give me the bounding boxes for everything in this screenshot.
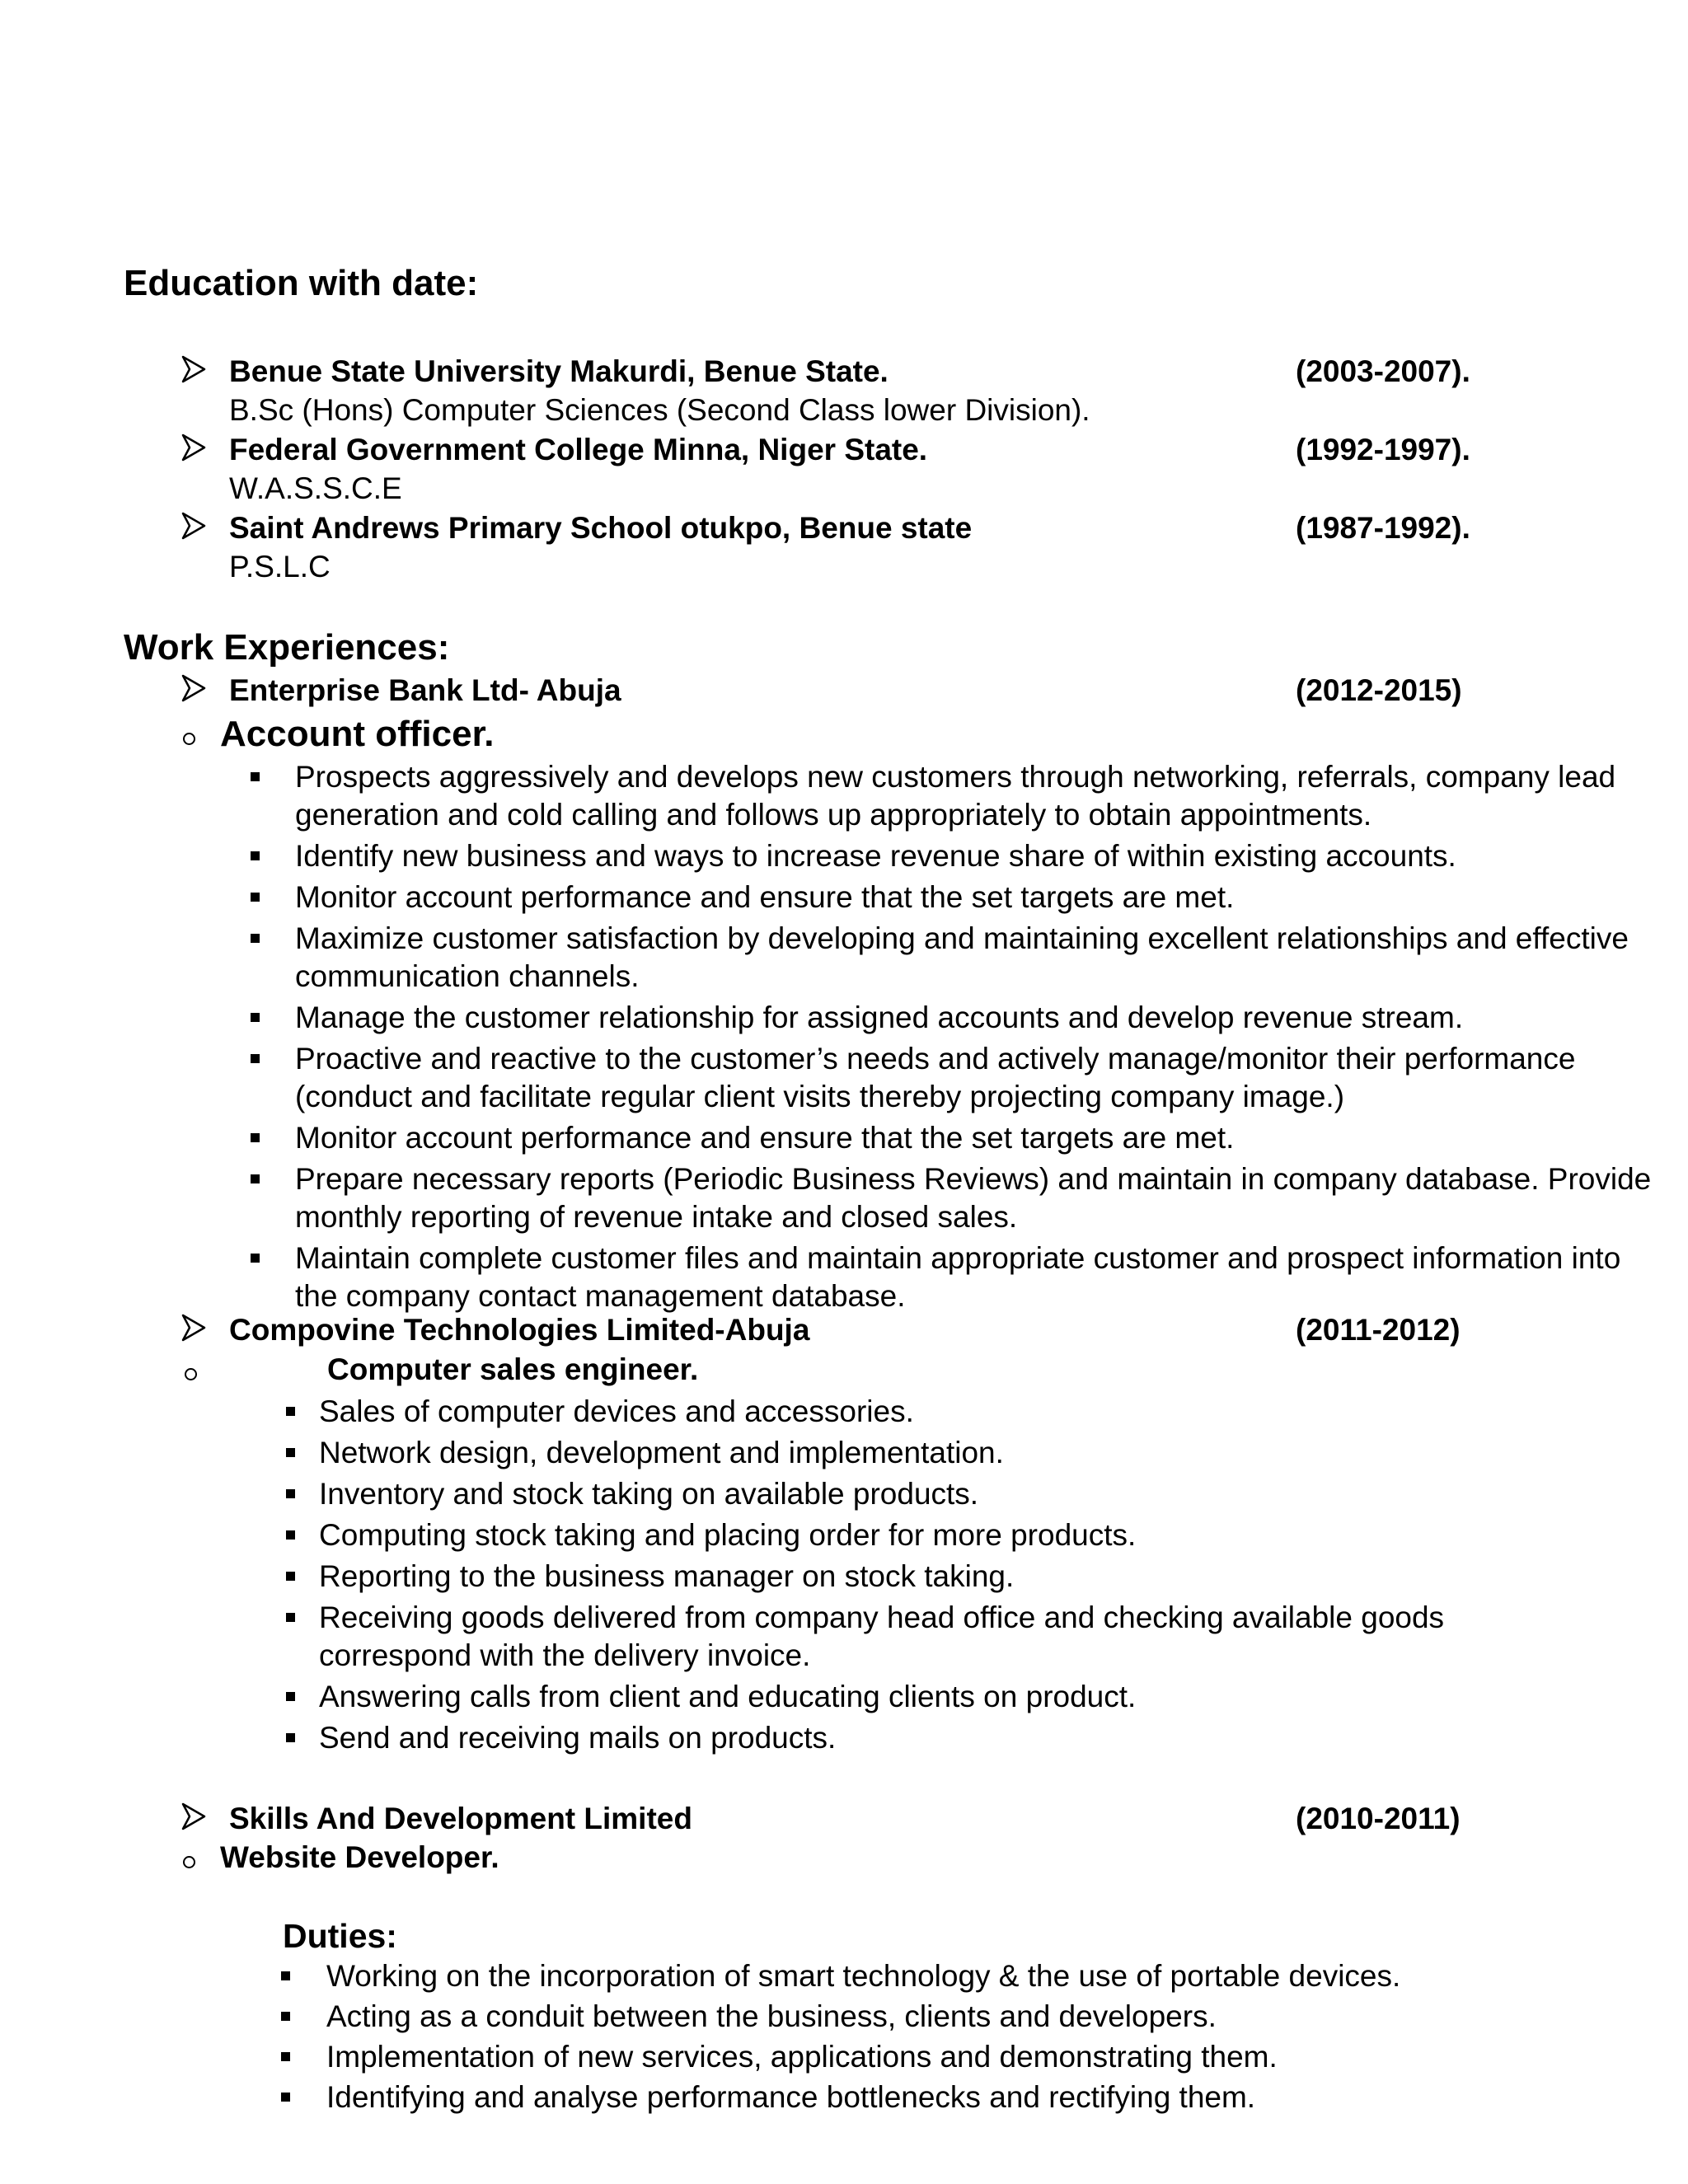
list-item: Identify new business and ways to increase revenue share of within existing accounts.: [295, 837, 1655, 875]
responsibility-list: [295, 758, 1655, 1315]
circle-bullet-icon: [183, 733, 195, 745]
list-item: Working on the incorporation of smart technology & the use of portable devices.: [326, 1957, 1645, 1995]
square-bullet-icon: [281, 2052, 290, 2061]
work-experience-heading: Work Experiences:: [124, 627, 450, 668]
arrowhead-bullet-icon: [181, 1314, 206, 1342]
job-entry: [181, 671, 1582, 710]
job-entry: [181, 1799, 1582, 1839]
job-date: (2010-2011): [1296, 1802, 1461, 1835]
list-item: Identifying and analyse performance bottlenecks and rectifying them.: [326, 2079, 1645, 2116]
list-item: Manage the customer relationship for assigned accounts and develop revenue stream.: [295, 999, 1655, 1037]
square-bullet-icon: [281, 1971, 290, 1980]
list-item: Sales of computer devices and accessories.: [319, 1393, 1638, 1431]
square-bullet-icon: [251, 934, 260, 943]
company-name: Enterprise Bank Ltd- Abuja: [229, 673, 621, 707]
job-date: (2011-2012): [1296, 1313, 1461, 1347]
list-item: Computing stock taking and placing order for more products.: [319, 1516, 1638, 1554]
education-date: (2003-2007).: [1296, 354, 1470, 388]
square-bullet-icon: [251, 1174, 260, 1183]
square-bullet-icon: [251, 1054, 260, 1063]
education-entry: [181, 430, 1582, 505]
qualification: W.A.S.S.C.E: [229, 471, 402, 505]
education-entry: [181, 509, 1582, 583]
responsibility-list: [319, 1393, 1638, 1757]
square-bullet-icon: [286, 1733, 295, 1742]
list-item: Prospects aggressively and develops new customers through networking, referrals, company lead generation and cold calling and follows up appropriately to obtain appointments.: [295, 758, 1655, 834]
list-item: Receiving goods delivered from company head office and checking available goods correspond with the delivery invoice.: [319, 1599, 1572, 1675]
square-bullet-icon: [251, 893, 260, 902]
list-item: Acting as a conduit between the business, clients and developers.: [326, 1998, 1645, 2036]
list-item: Answering calls from client and educating clients on product.: [319, 1678, 1638, 1716]
education-date: (1987-1992).: [1296, 511, 1470, 545]
duties-list: [326, 1919, 1645, 2116]
education-date: (1992-1997).: [1296, 433, 1470, 466]
square-bullet-icon: [281, 2012, 290, 2021]
company-name: Skills And Development Limited: [229, 1802, 692, 1835]
job-date: (2012-2015): [1296, 673, 1462, 707]
square-bullet-icon: [251, 1013, 260, 1022]
list-item: Send and receiving mails on products.: [319, 1719, 1638, 1757]
education-heading: Education with date:: [124, 263, 479, 303]
arrowhead-bullet-icon: [181, 434, 206, 462]
role-title: Website Developer.: [220, 1840, 499, 1874]
arrowhead-bullet-icon: [181, 674, 206, 702]
list-item: Implementation of new services, applications and demonstrating them.: [326, 2038, 1645, 2076]
square-bullet-icon: [286, 1692, 295, 1701]
qualification: B.Sc (Hons) Computer Sciences (Second Class lower Division).: [229, 393, 1090, 427]
list-item: Proactive and reactive to the customer’s needs and actively manage/monitor their performance (conduct and facilitate regular client visits thereby projecting company image.): [295, 1040, 1655, 1116]
square-bullet-icon: [286, 1613, 295, 1622]
circle-bullet-icon: [185, 1368, 197, 1380]
list-item: Inventory and stock taking on available products.: [319, 1475, 1638, 1513]
square-bullet-icon: [251, 851, 260, 860]
square-bullet-icon: [286, 1407, 295, 1416]
list-item: Maximize customer satisfaction by developing and maintaining excellent relationships and effective communication channels.: [295, 920, 1655, 996]
institution-name: Federal Government College Minna, Niger State.: [229, 433, 928, 466]
list-item: Network design, development and implementation.: [319, 1434, 1638, 1472]
square-bullet-icon: [251, 1133, 260, 1142]
square-bullet-icon: [286, 1572, 295, 1581]
arrowhead-bullet-icon: [181, 355, 206, 383]
role-title: Account officer.: [220, 714, 495, 754]
qualification: P.S.L.C: [229, 550, 331, 583]
list-item: Maintain complete customer files and maintain appropriate customer and prospect information into the company contact management database.: [295, 1240, 1655, 1315]
list-item: Monitor account performance and ensure that the set targets are met.: [295, 1119, 1655, 1157]
role-title: Computer sales engineer.: [327, 1352, 699, 1386]
square-bullet-icon: [281, 2093, 290, 2102]
list-item: Monitor account performance and ensure that the set targets are met.: [295, 879, 1655, 916]
square-bullet-icon: [251, 772, 260, 781]
duties-heading: Duties:: [283, 1917, 397, 1955]
arrowhead-bullet-icon: [181, 512, 206, 540]
company-name: Compovine Technologies Limited-Abuja: [229, 1313, 810, 1347]
job-entry: [181, 1310, 1582, 1350]
square-bullet-icon: [286, 1448, 295, 1457]
square-bullet-icon: [286, 1530, 295, 1540]
list-item: Reporting to the business manager on stock taking.: [319, 1558, 1638, 1596]
circle-bullet-icon: [183, 1856, 195, 1868]
institution-name: Saint Andrews Primary School otukpo, Benue state: [229, 511, 973, 545]
list-item: Prepare necessary reports (Periodic Business Reviews) and maintain in company database. Provide monthly reporting of revenue intake and closed sales.: [295, 1160, 1655, 1236]
arrowhead-bullet-icon: [181, 1802, 206, 1830]
square-bullet-icon: [251, 1254, 260, 1263]
institution-name: Benue State University Makurdi, Benue State.: [229, 354, 889, 388]
square-bullet-icon: [286, 1489, 295, 1498]
education-entry: [181, 352, 1582, 427]
